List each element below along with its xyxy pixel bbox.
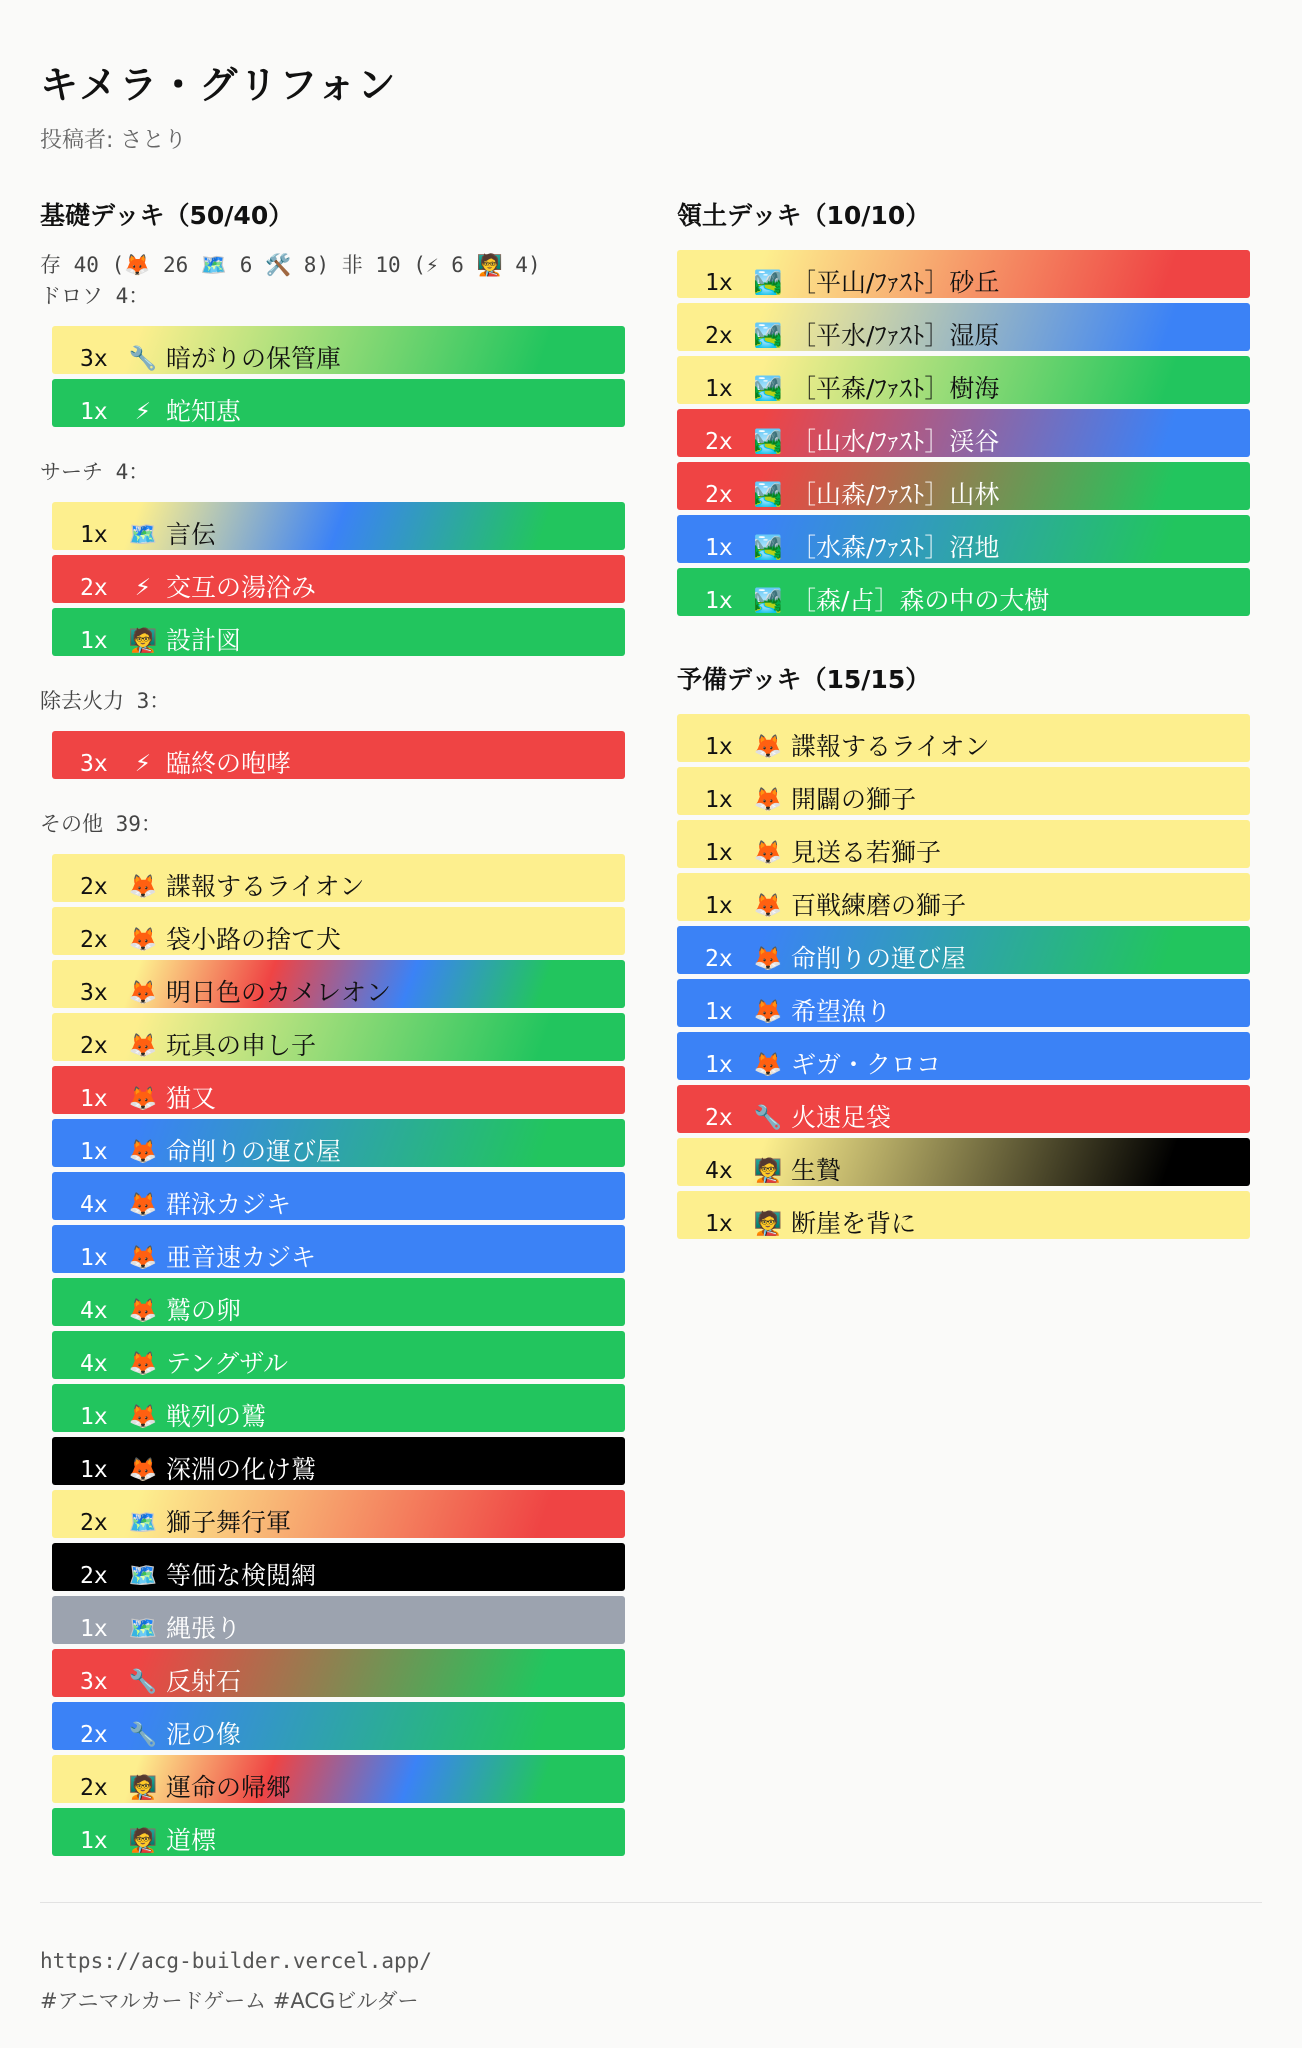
teacher-icon: 🧑‍🏫 xyxy=(753,1211,783,1237)
card-quantity: 1x xyxy=(80,1828,108,1854)
fox-icon: 🦊 xyxy=(128,1192,158,1218)
teacher-icon: 🧑‍🏫 xyxy=(753,1158,783,1184)
fox-icon: 🦊 xyxy=(128,1139,158,1165)
card-name: 断崖を背に xyxy=(791,1209,917,1238)
card-row[interactable] xyxy=(52,854,625,902)
fox-icon: 🦊 xyxy=(128,927,158,953)
card-name: 袋小路の捨て犬 xyxy=(166,925,342,954)
landscape-icon: 🏞️ xyxy=(753,323,783,349)
card-quantity: 1x xyxy=(705,376,733,402)
author-name: さとり xyxy=(120,128,187,153)
card-row[interactable] xyxy=(52,1225,625,1273)
wrench-icon: 🔧 xyxy=(128,1722,158,1748)
card-quantity: 4x xyxy=(80,1351,108,1377)
teacher-icon: 🧑‍🏫 xyxy=(128,1828,158,1854)
card-name: 明日色のカメレオン xyxy=(166,978,392,1007)
card-quantity: 3x xyxy=(80,980,108,1006)
card-row[interactable] xyxy=(677,873,1250,921)
landscape-icon: 🏞️ xyxy=(753,270,783,296)
card-group-label: 除去火力 3： xyxy=(40,689,171,713)
card-name: 反射石 xyxy=(166,1667,242,1696)
card-name: 臨終の咆哮 xyxy=(166,749,292,778)
card-name: 百戦練磨の獅子 xyxy=(791,891,967,920)
card-row[interactable] xyxy=(52,1596,625,1644)
card-row[interactable] xyxy=(677,462,1250,510)
card-name: 見送る若獅子 xyxy=(791,838,942,867)
map-icon: 🗺️ xyxy=(128,1616,158,1642)
landscape-icon: 🏞️ xyxy=(753,482,783,508)
card-row[interactable] xyxy=(677,714,1250,762)
card-quantity: 1x xyxy=(80,628,108,654)
side-decks-section xyxy=(677,196,1262,1244)
map-icon: 🗺️ xyxy=(128,1563,158,1589)
card-quantity: 2x xyxy=(705,482,733,508)
card-row[interactable] xyxy=(52,1119,625,1167)
card-quantity: 2x xyxy=(80,575,108,601)
card-group-list xyxy=(52,731,625,779)
card-row[interactable] xyxy=(52,907,625,955)
card-name: 火速足袋 xyxy=(791,1103,892,1132)
card-quantity: 1x xyxy=(80,1457,108,1483)
card-row[interactable] xyxy=(52,1808,625,1856)
card-quantity: 2x xyxy=(80,1775,108,1801)
card-name: 希望漁り xyxy=(791,997,892,1026)
card-row[interactable] xyxy=(52,1278,625,1326)
card-name: ギガ・クロコ xyxy=(791,1050,942,1079)
fox-icon: 🦊 xyxy=(128,1351,158,1377)
card-name: ［平水/ﾌｧｽﾄ］湿原 xyxy=(791,321,1000,350)
footer-divider xyxy=(40,1902,1262,1903)
teacher-icon: 🧑‍🏫 xyxy=(128,628,158,654)
card-row[interactable] xyxy=(52,1384,625,1432)
main-deck-groups xyxy=(40,281,625,1856)
card-group-label: サーチ 4： xyxy=(40,460,150,484)
card-name: 亜音速カジキ xyxy=(166,1243,317,1272)
lightning-icon: ⚡ xyxy=(134,399,152,425)
card-row[interactable] xyxy=(677,1032,1250,1080)
card-name: 開闢の獅子 xyxy=(791,785,917,814)
card-row[interactable] xyxy=(52,1172,625,1220)
card-group-list xyxy=(52,854,625,1856)
card-name: 暗がりの保管庫 xyxy=(166,344,342,373)
main-deck-title: 基礎デッキ（50/40） xyxy=(40,201,294,230)
card-name: 運命の帰郷 xyxy=(166,1773,292,1802)
fox-icon: 🦊 xyxy=(128,1298,158,1324)
card-row[interactable] xyxy=(52,1066,625,1114)
card-row[interactable] xyxy=(52,1649,625,1697)
deck-title: キメラ・グリフォン xyxy=(40,63,398,107)
main-deck-section xyxy=(40,196,625,1861)
teacher-icon: 🧑‍🏫 xyxy=(128,1775,158,1801)
card-quantity: 2x xyxy=(705,429,733,455)
card-quantity: 1x xyxy=(80,399,108,425)
card-quantity: 1x xyxy=(705,787,733,813)
card-row[interactable] xyxy=(677,250,1250,298)
card-name: 猫又 xyxy=(166,1084,217,1113)
card-name: 諜報するライオン xyxy=(791,732,990,761)
card-quantity: 4x xyxy=(705,1158,733,1184)
card-row[interactable] xyxy=(677,515,1250,563)
deck-stats: 存 40 (🦊 26 🗺️ 6 🛠️ 8) 非 10 (⚡ 6 🧑‍🏫 4) xyxy=(40,253,541,277)
card-row[interactable] xyxy=(52,1331,625,1379)
card-name: 深淵の化け鷲 xyxy=(166,1455,317,1484)
fox-icon: 🦊 xyxy=(753,946,783,972)
wrench-icon: 🔧 xyxy=(128,346,158,372)
card-quantity: 1x xyxy=(80,1245,108,1271)
author-line xyxy=(40,126,186,156)
card-row[interactable] xyxy=(677,820,1250,868)
land-deck-list xyxy=(677,250,1250,616)
card-row[interactable] xyxy=(52,731,625,779)
card-quantity: 1x xyxy=(705,535,733,561)
card-row[interactable] xyxy=(677,1191,1250,1239)
card-name: 戦列の鷲 xyxy=(166,1402,267,1431)
card-quantity: 1x xyxy=(705,999,733,1025)
card-row[interactable] xyxy=(52,1543,625,1591)
fox-icon: 🦊 xyxy=(128,1404,158,1430)
card-quantity: 1x xyxy=(80,522,108,548)
card-row[interactable] xyxy=(677,979,1250,1027)
card-quantity: 2x xyxy=(80,874,108,900)
fox-icon: 🦊 xyxy=(753,893,783,919)
card-group-list xyxy=(52,326,625,427)
card-group-list xyxy=(52,502,625,656)
card-row[interactable] xyxy=(677,926,1250,974)
card-quantity: 1x xyxy=(705,1211,733,1237)
card-row[interactable] xyxy=(52,1437,625,1485)
card-quantity: 1x xyxy=(80,1139,108,1165)
card-name: 命削りの運び屋 xyxy=(166,1137,342,1166)
card-name: 等価な検閲網 xyxy=(166,1561,317,1590)
card-name: テングザル xyxy=(166,1349,289,1378)
card-name: 交互の湯浴み xyxy=(166,573,317,602)
card-row[interactable] xyxy=(52,1013,625,1061)
wrench-icon: 🔧 xyxy=(753,1105,783,1131)
card-quantity: 4x xyxy=(80,1298,108,1324)
fox-icon: 🦊 xyxy=(128,874,158,900)
footer-url-link[interactable]: https://acg-builder.vercel.app/ xyxy=(40,1949,432,1973)
card-row[interactable] xyxy=(52,326,625,374)
card-row[interactable] xyxy=(677,303,1250,351)
card-quantity: 2x xyxy=(705,323,733,349)
card-row[interactable] xyxy=(52,1490,625,1538)
card-quantity: 2x xyxy=(80,1722,108,1748)
landscape-icon: 🏞️ xyxy=(753,535,783,561)
fox-icon: 🦊 xyxy=(128,980,158,1006)
lightning-icon: ⚡ xyxy=(134,751,152,777)
card-quantity: 3x xyxy=(80,751,108,777)
card-row[interactable] xyxy=(677,1138,1250,1186)
card-name: 獅子舞行軍 xyxy=(166,1508,292,1537)
card-quantity: 1x xyxy=(80,1616,108,1642)
card-name: ［平森/ﾌｧｽﾄ］樹海 xyxy=(791,374,1000,403)
card-quantity: 2x xyxy=(80,1510,108,1536)
card-group-label: その他 39： xyxy=(40,812,162,836)
card-row[interactable] xyxy=(52,502,625,550)
card-name: 言伝 xyxy=(166,520,217,549)
card-name: ［森/占］森の中の大樹 xyxy=(791,586,1050,615)
card-quantity: 2x xyxy=(80,1033,108,1059)
card-row[interactable] xyxy=(52,1702,625,1750)
card-group-label: ドロソ 4： xyxy=(40,284,150,308)
fox-icon: 🦊 xyxy=(753,999,783,1025)
fox-icon: 🦊 xyxy=(753,734,783,760)
card-quantity: 3x xyxy=(80,1669,108,1695)
fox-icon: 🦊 xyxy=(753,787,783,813)
card-name: 命削りの運び屋 xyxy=(791,944,967,973)
card-quantity: 2x xyxy=(80,1563,108,1589)
card-row[interactable] xyxy=(677,409,1250,457)
card-row[interactable] xyxy=(52,1755,625,1803)
card-name: 蛇知恵 xyxy=(166,397,242,426)
land-deck-title: 領土デッキ（10/10） xyxy=(677,201,931,230)
lightning-icon: ⚡ xyxy=(134,575,152,601)
map-icon: 🗺️ xyxy=(128,522,158,548)
card-quantity: 2x xyxy=(705,946,733,972)
card-row[interactable] xyxy=(52,608,625,656)
landscape-icon: 🏞️ xyxy=(753,588,783,614)
author-label: 投稿者: xyxy=(40,128,114,153)
card-quantity: 1x xyxy=(705,588,733,614)
landscape-icon: 🏞️ xyxy=(753,376,783,402)
card-row[interactable] xyxy=(52,960,625,1008)
footer-hashtags: #アニマルカードゲーム #ACGビルダー xyxy=(40,1989,419,2013)
card-quantity: 1x xyxy=(705,734,733,760)
card-row[interactable] xyxy=(677,1085,1250,1133)
card-quantity: 1x xyxy=(705,1052,733,1078)
card-quantity: 1x xyxy=(705,840,733,866)
fox-icon: 🦊 xyxy=(128,1086,158,1112)
fox-icon: 🦊 xyxy=(753,1052,783,1078)
fox-icon: 🦊 xyxy=(128,1457,158,1483)
card-quantity: 3x xyxy=(80,346,108,372)
map-icon: 🗺️ xyxy=(128,1510,158,1536)
card-row[interactable] xyxy=(677,568,1250,616)
card-name: 縄張り xyxy=(166,1614,242,1643)
fox-icon: 🦊 xyxy=(128,1033,158,1059)
card-quantity: 4x xyxy=(80,1192,108,1218)
card-name: ［平山/ﾌｧｽﾄ］砂丘 xyxy=(791,268,1000,297)
card-row[interactable] xyxy=(52,379,625,427)
card-row[interactable] xyxy=(52,555,625,603)
card-quantity: 2x xyxy=(80,927,108,953)
card-quantity: 1x xyxy=(705,270,733,296)
card-quantity: 1x xyxy=(80,1404,108,1430)
fox-icon: 🦊 xyxy=(128,1245,158,1271)
card-name: ［山森/ﾌｧｽﾄ］山林 xyxy=(791,480,1000,509)
card-name: ［山水/ﾌｧｽﾄ］渓谷 xyxy=(791,427,1000,456)
card-quantity: 2x xyxy=(705,1105,733,1131)
card-quantity: 1x xyxy=(705,893,733,919)
card-name: 諜報するライオン xyxy=(166,872,365,901)
card-name: 玩具の申し子 xyxy=(166,1031,317,1060)
reserve-deck-title: 予備デッキ（15/15） xyxy=(677,665,931,694)
card-name: 泥の像 xyxy=(166,1720,242,1749)
card-name: 設計図 xyxy=(166,626,242,655)
landscape-icon: 🏞️ xyxy=(753,429,783,455)
fox-icon: 🦊 xyxy=(753,840,783,866)
card-name: ［水森/ﾌｧｽﾄ］沼地 xyxy=(791,533,1000,562)
card-row[interactable] xyxy=(677,356,1250,404)
card-row[interactable] xyxy=(677,767,1250,815)
card-name: 道標 xyxy=(166,1826,217,1855)
card-name: 生贄 xyxy=(791,1156,842,1185)
card-quantity: 1x xyxy=(80,1086,108,1112)
card-name: 群泳カジキ xyxy=(166,1190,292,1219)
reserve-deck-list xyxy=(677,714,1250,1239)
wrench-icon: 🔧 xyxy=(128,1669,158,1695)
card-name: 鷲の卵 xyxy=(166,1296,242,1325)
